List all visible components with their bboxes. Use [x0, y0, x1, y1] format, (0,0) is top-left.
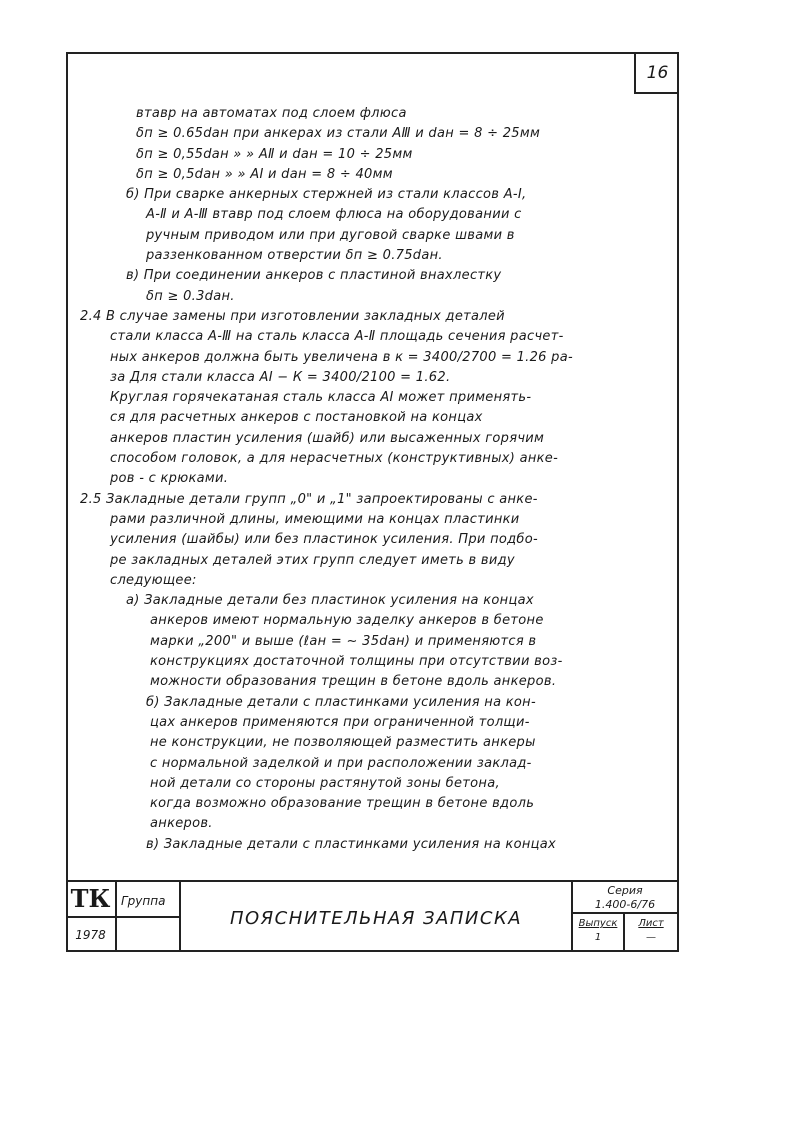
text-line: за Для стали класса АⅠ − К = 3400/2100 = 1.62.	[110, 369, 451, 385]
text-line: цах анкеров применяются при ограниченной толщи-	[150, 714, 530, 730]
issue-value: 1	[594, 932, 602, 943]
text-line: δп ≥ 0,55dан » » АⅡ и dан = 10 ÷ 25мм	[136, 146, 413, 162]
text-line: способом головок, а для нерасчетных (конструктивных) анке-	[110, 451, 559, 467]
text-line: не конструкции, не позволяющей разместить анкеры	[150, 735, 536, 751]
document-title: ПОЯСНИТЕЛЬНАЯ ЗАПИСКА	[181, 882, 573, 952]
text-line: втавр на автоматах под слоем флюса	[136, 106, 407, 121]
text-line: Круглая горячекатаная сталь класса АⅠ может применять-	[110, 390, 532, 406]
series-cell	[573, 882, 677, 914]
text-line: ся для расчетных анкеров с постановкой на концах	[110, 410, 483, 426]
text-line: δп ≥ 0.3dан.	[146, 288, 235, 304]
group-value-cell	[117, 918, 181, 952]
series-value: 1.400-6/76	[594, 898, 656, 911]
text-line: анкеров пластин усиления (шайб) или высаженных горячим	[110, 430, 545, 446]
text-line: усиления (шайбы) или без пластинок усиления. При подбо-	[110, 532, 538, 548]
text-line: следующее:	[110, 572, 197, 588]
text-line: ров - с крюками.	[110, 471, 229, 487]
text-line: анкеров.	[150, 816, 213, 832]
tk-mark: ТК	[66, 882, 117, 918]
text-line: в) При соединении анкеров с пластиной внахлестку	[126, 268, 502, 284]
issue-label: Выпуск	[578, 918, 618, 929]
text-line: конструкциях достаточной толщины при отсутствии воз-	[150, 654, 563, 670]
text-line: когда возможно образование трещин в бетоне вдоль	[150, 796, 535, 812]
text-line: δп ≥ 0,5dан » » АⅠ и dан = 8 ÷ 40мм	[136, 166, 393, 182]
title-block	[66, 880, 679, 952]
text-line: стали класса А-Ⅲ на сталь класса А-Ⅱ площадь сечения расчет-	[110, 329, 564, 345]
text-line: ных анкеров должна быть увеличена в к = 3400/2700 = 1.26 ра-	[110, 349, 573, 365]
text-line: ручным приводом или при дуговой сварке швами в	[146, 227, 515, 243]
text-line: А-Ⅱ и А-Ⅲ втавр под слоем флюса на оборудовании с	[146, 207, 522, 223]
series-label: Серия	[607, 884, 643, 897]
text-line: с нормальной заделкой и при расположении заклад-	[150, 755, 532, 771]
text-line: 2.4 В случае замены при изготовлении закладных деталей	[80, 308, 505, 324]
text-line: ре закладных деталей этих групп следует иметь в виду	[110, 552, 515, 568]
text-line: а) Закладные детали без пластинок усиления на концах	[126, 593, 534, 609]
text-line: раззенкованном отверстии δп ≥ 0.75dан.	[146, 248, 443, 264]
group-label: Группа	[117, 882, 181, 918]
text-line: δп ≥ 0.65dан при анкерах из стали АⅢ и dан = 8 ÷ 25мм	[136, 126, 541, 142]
text-line: 2.5 Закладные детали групп „0" и „1" запроектированы с анке-	[80, 491, 538, 507]
text-line: рами различной длины, имеющими на концах пластинки	[110, 511, 520, 527]
sheet-cell	[625, 914, 677, 952]
issue-cell	[573, 914, 625, 952]
document-body	[80, 104, 672, 855]
text-line: марки „200" и выше (ℓан = ~ 35dан) и применяются в	[150, 633, 537, 649]
text-line: б) Закладные детали с пластинками усиления на кон-	[146, 694, 536, 710]
text-line: ной детали со стороны растянутой зоны бетона,	[150, 775, 500, 791]
text-line: в) Закладные детали с пластинками усиления на концах	[146, 836, 557, 852]
page-number: 16	[634, 52, 679, 94]
text-line: б) При сварке анкерных стержней из стали классов А-Ⅰ,	[126, 187, 527, 203]
sheet-value: —	[646, 932, 656, 943]
text-line: анкеров имеют нормальную заделку анкеров в бетоне	[150, 613, 544, 629]
sheet-label: Лист	[638, 918, 664, 929]
year: 1978	[66, 918, 117, 952]
text-line: можности образования трещин в бетоне вдоль анкеров.	[150, 674, 557, 690]
